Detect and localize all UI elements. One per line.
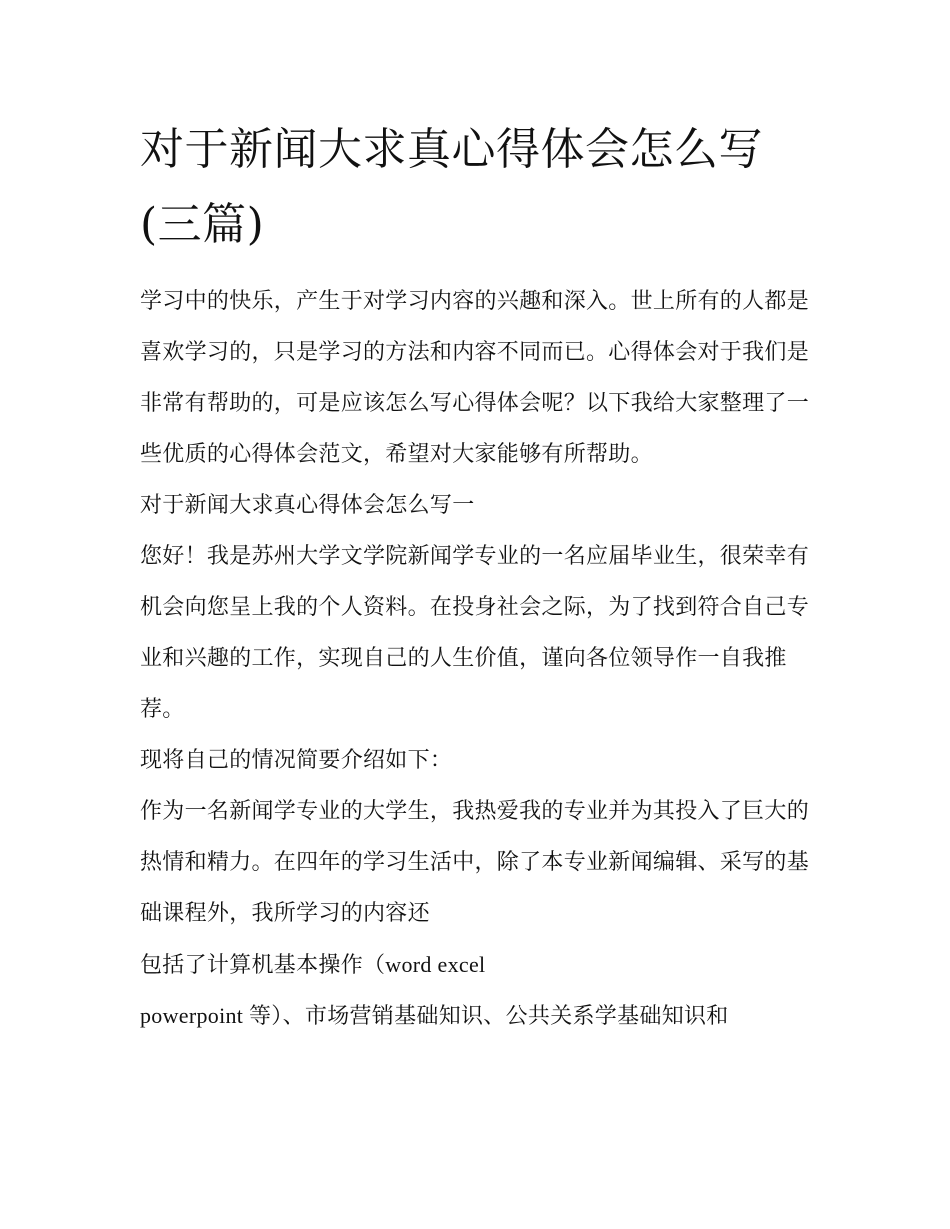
skills-line-2: powerpoint 等）、市场营销基础知识、公共关系学基础知识和	[140, 1003, 729, 1028]
intro-line: 现将自己的情况简要介绍如下：	[140, 748, 453, 773]
document-title: 对于新闻大求真心得体会怎么写(三篇)	[140, 124, 763, 250]
section-heading: 对于新闻大求真心得体会怎么写一	[140, 493, 475, 518]
skills-line-1: 包括了计算机基本操作（word excel	[140, 952, 486, 977]
study-paragraph: 作为一名新闻学专业的大学生，我热爱我的专业并为其投入了巨大的热情和精力。在四年的学习生活中，除了本专业新闻编辑、采写的基础课程外，我所学习的内容还	[140, 799, 810, 926]
intro-paragraph: 学习中的快乐，产生于对学习内容的兴趣和深入。世上所有的人都是喜欢学习的，只是学习的方法和内容不同而已。心得体会对于我们是非常有帮助的，可是应该怎么写心得体会呢？以下我给大家整理了一些优质的心得体会范文，希望对大家能够有所帮助。	[140, 289, 810, 467]
greeting-paragraph: 您好！我是苏州大学文学院新闻学专业的一名应届毕业生，很荣幸有机会向您呈上我的个人资料。在投身社会之际，为了找到符合自己专业和兴趣的工作，实现自己的人生价值，谨向各位领导作一自我推荐。	[140, 544, 810, 722]
document-body	[140, 112, 820, 1041]
